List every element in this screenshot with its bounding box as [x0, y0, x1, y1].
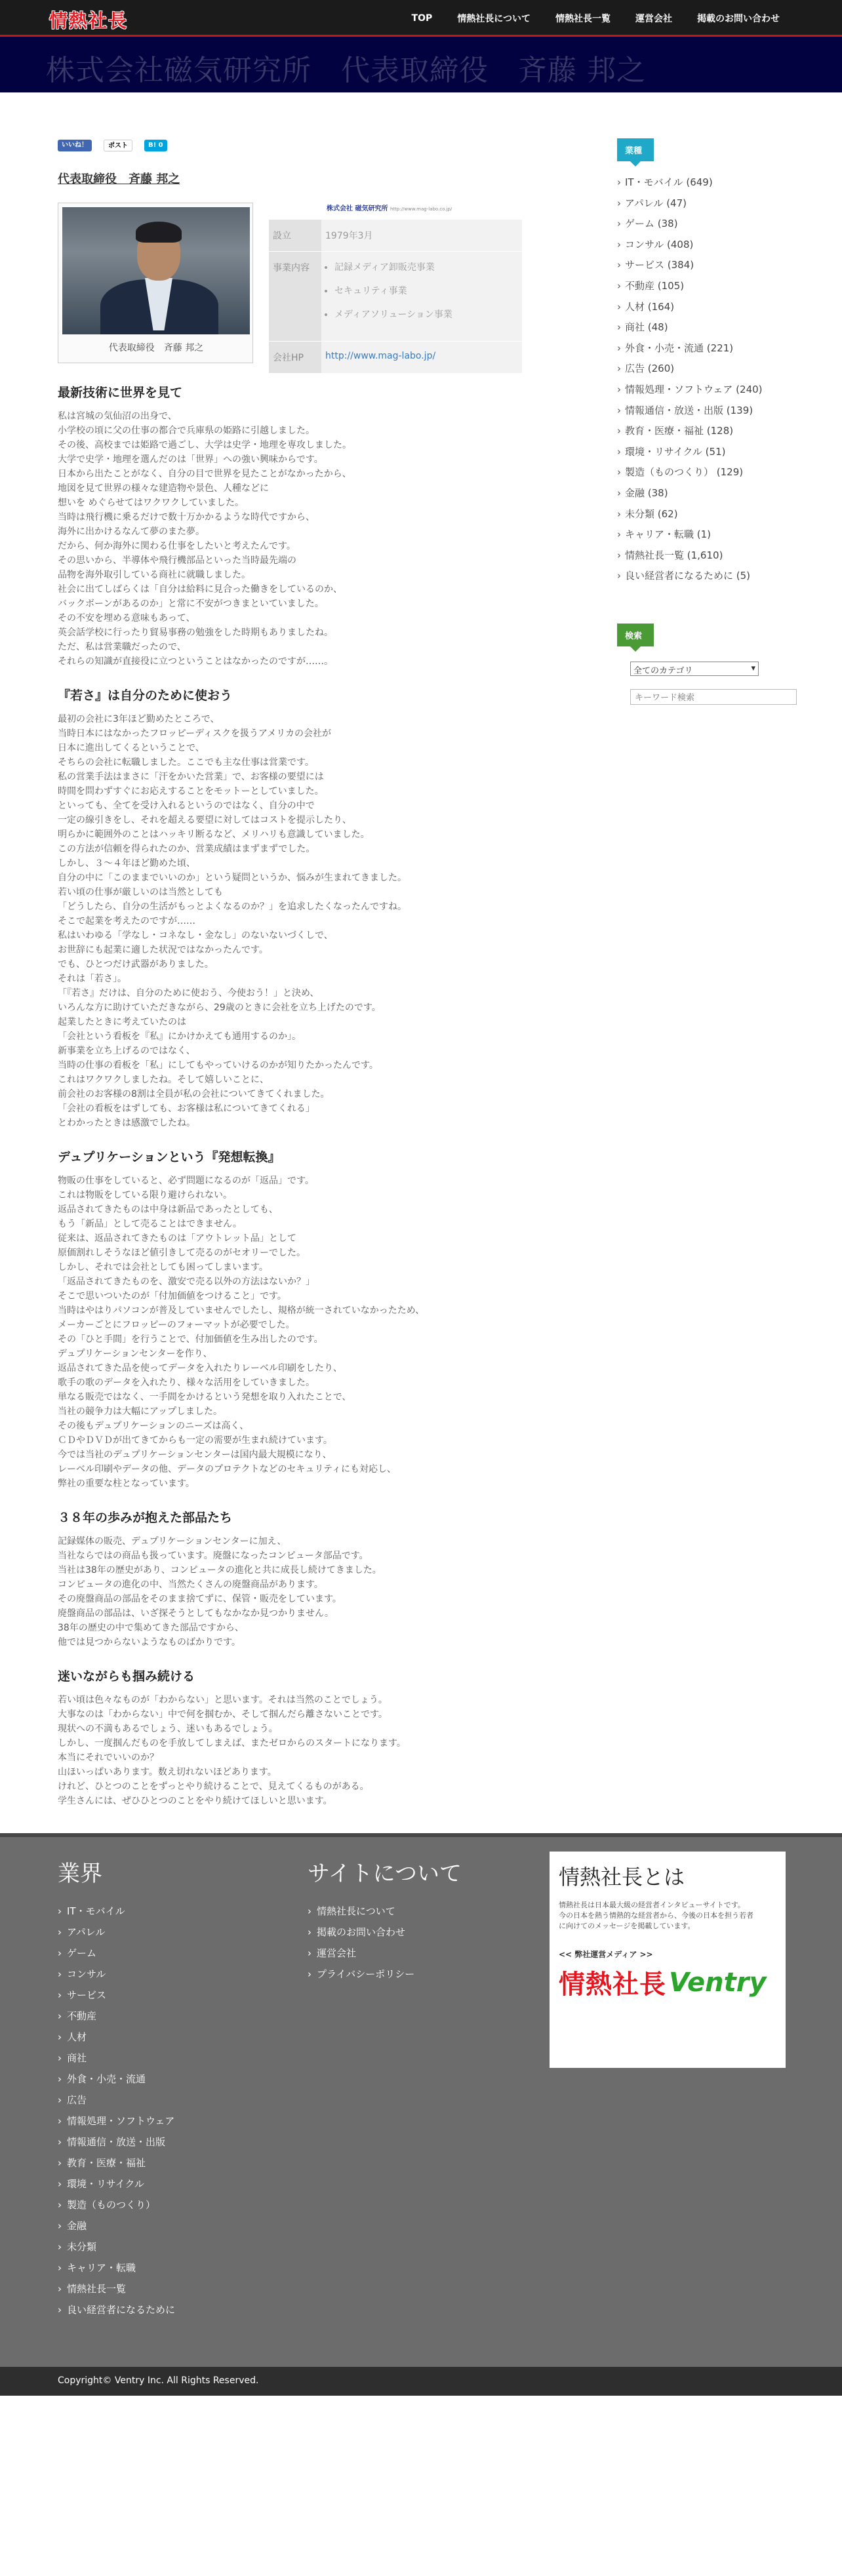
nav-item-president-list[interactable]: 情熱社長一覧: [555, 14, 611, 24]
category-item[interactable]: › 教育・医療・福祉 (128): [617, 421, 763, 442]
category-item[interactable]: › 情報通信・放送・出版 (139): [617, 401, 763, 422]
footer-link[interactable]: › 教育・医療・福祉: [58, 2152, 175, 2173]
category-item[interactable]: › 外食・小売・流通 (221): [617, 338, 763, 359]
footer-link[interactable]: › 環境・リサイクル: [58, 2173, 175, 2194]
about-text: 情熱社長は日本最大級の経営者インタビューサイトです。 今の日本を熱う情熱的な経営者から、今後の日本を担う若者 に向けてのメッセージを掲載しています。: [559, 1901, 753, 1930]
page-banner: [0, 37, 842, 92]
info-row-homepage: [269, 342, 522, 374]
category-item[interactable]: › 商社 (48): [617, 317, 763, 338]
footer-industry-title: 業界: [58, 1861, 102, 1887]
category-select[interactable]: [630, 662, 759, 676]
section-heading: 迷いながらも掴み続ける: [58, 1669, 195, 1684]
business-item: • 記録メディア卸販売事業: [334, 261, 518, 274]
info-key: 事業内容: [269, 252, 321, 342]
info-row-business: [269, 252, 522, 342]
info-value: [321, 252, 522, 342]
section-body: 記録媒体の販売、デュプリケーションセンターに加え、 当社ならではの商品も扱っています。廃盤になったコンピュータ部品です。 当社は38年の歴史があり、コンピュータの進化と共に成長し続けてきました。 コンピュータの進化の中、当然たくさんの廃盤商品があります。 その廃盤商品の部品をそのまま捨てずに、保管・販売をしています。 廃盤商品の部品は、いざ探そうとしてもなかなか見つかりません。 38年の歴史の中で集めてきた部品ですから、 他では見つからないようなものばかりです。: [58, 1536, 382, 1648]
nav-item-company[interactable]: 運営会社: [635, 14, 672, 24]
section-body: 物販の仕事をしていると、必ず問題になるのが「返品」です。 これは物販をしている限り避けられない。 返品されてきたものは中身は新品であったとしても、 もう「新品」として売ることはできません。 従来は、返品されてきたものは「アウトレット品」として 原価割れしそうなほど値引きして売るのがセオリーでした。 しかし、それでは会社としても困ってしまいます。 「返品されてきたものを、激安で売る以外の方法はないか？」 そこで思いついたのが「付加価値をつけること」です。 当時はやはりパソコンが普及していませんでしたし、規格が統一されていなかったため、 メーカーごとにフロッピーのフォーマットが必要でした。 その「ひと手間」を行うことで、付加価値を生み出したのです。 デュプリケーションセンターを作り、 返品されてきた品を使ってデータを入れたりレーベル印刷をしたり、 歌手の歌のデータを入れたり、様々な活用をしていきました。 単なる販売ではなく、一手間をかけるという発想を取り入れたことで、 当社の競争力は大幅にアップしました。 その後もデュプリケーションのニーズは高く、 ＣＤやＤＶＤが出てきてからも一定の需要が生まれ続けています。 今では当社のデュプリケーションセンターは国内最大規模になり、 レーベル印刷やデータの他、データのプロテクトなどのセキュリティにも対応し、 弊社の重要な柱となっています。: [58, 1176, 425, 1489]
footer-link[interactable]: › 人材: [58, 2027, 175, 2048]
category-select-value: 全てのカテゴリ: [633, 666, 693, 676]
section-heading: 最新技術に世界を見て: [58, 386, 183, 400]
footer-link[interactable]: › 外食・小売・流通: [58, 2069, 175, 2090]
footer-link[interactable]: › IT・モバイル: [58, 1901, 175, 1922]
business-list: [325, 261, 518, 321]
category-item[interactable]: › ゲーム (38): [617, 214, 763, 235]
footer-link[interactable]: › アパレル: [58, 1922, 175, 1943]
page-title: 代表取締役 斉藤 邦之: [58, 172, 180, 186]
info-key: 設立: [269, 220, 321, 252]
about-media-label: << 弊社運営メディア >>: [559, 1950, 653, 1959]
footer-link[interactable]: › 掲載のお問い合わせ: [308, 1922, 462, 1943]
footer-link[interactable]: › 情熱社長について: [308, 1901, 462, 1922]
facebook-like-button[interactable]: いいね！: [58, 140, 92, 151]
content-area: [0, 92, 842, 1833]
photo-caption: 代表取締役 斉藤 邦之: [108, 343, 204, 353]
category-item[interactable]: › 良い経営者になるために (5): [617, 566, 763, 587]
nav-item-about[interactable]: 情熱社長について: [457, 14, 531, 24]
interview-article: [58, 384, 523, 1827]
footer-link[interactable]: › 運営会社: [308, 1943, 462, 1964]
section-heading: ３８年の歩みが抱えた部品たち: [58, 1511, 233, 1525]
footer-link[interactable]: › プライバシーポリシー: [308, 1964, 462, 1985]
footer-about-box: [550, 1852, 786, 2068]
category-widget-title: 業種: [617, 138, 654, 161]
ventry-logo[interactable]: Ventry: [669, 1967, 767, 1998]
company-logo-text: 株式会社 磁気研究所: [327, 205, 388, 212]
jounetsu-logo[interactable]: 情熱社長: [559, 1970, 666, 2000]
footer-industry-column: [58, 1855, 175, 2320]
company-logo-url: http://www.mag-labo.co.jp/: [390, 207, 452, 212]
category-item[interactable]: › 情熱社長一覧 (1,610): [617, 545, 763, 566]
category-item[interactable]: › 金融 (38): [617, 483, 763, 504]
main-menu: [387, 0, 780, 37]
copyright-text: Copyright© Ventry Inc. All Rights Reserved.: [58, 2375, 259, 2386]
about-title: 情熱社長とは: [559, 1865, 685, 1890]
profile-photo-box: [58, 203, 253, 363]
category-item[interactable]: › 不動産 (105): [617, 276, 763, 297]
footer-site-column: [308, 1855, 462, 1985]
company-logo: [327, 203, 452, 212]
keyword-search-input[interactable]: [630, 689, 797, 705]
footer-site-list: [308, 1901, 462, 1985]
footer-link[interactable]: › サービス: [58, 1985, 175, 2006]
category-item[interactable]: › IT・モバイル (649): [617, 172, 763, 193]
category-item[interactable]: › 情報処理・ソフトウェア (240): [617, 380, 763, 401]
info-value: 1979年3月: [321, 220, 522, 252]
media-logos: [559, 1964, 776, 2001]
chevron-down-icon: ▾: [751, 664, 755, 673]
nav-item-contact[interactable]: 掲載のお問い合わせ: [697, 14, 780, 24]
info-row-founded: [269, 220, 522, 252]
footer-link[interactable]: › ゲーム: [58, 1943, 175, 1964]
business-item: • メディアソリューション事業: [334, 308, 518, 321]
site-footer: [0, 1833, 842, 2367]
banner-title: 株式会社磁気研究所 代表取締役 斉藤 邦之: [46, 54, 646, 87]
section-body: 私は宮城の気仙沼の出身で、 小学校の頃に父の仕事の都合で兵庫県の姫路に引越しました。 その後、高校までは姫路で過ごし、大学は史学・地理を専攻しました。 大学で史学・地理を選んだのは「世界」への強い興味からです。 日本から出たことがなく、自分の目で世界を見たことがなかったから、 地図を見て世界の様々な建造物や景色、人種などに 想いを めぐらせてはワクワクしていました。 当時は飛行機に乗るだけで数十万かかるような時代ですから、 海外に出かけるなんて夢のまた夢。 だから、何か海外に関わる仕事をしたいと考えたんです。 その思いから、半導体や飛行機部品といった当時最先端の 品物を海外取引している商社に就職しました。 社会に出てしばらくは「自分は給料に見合った働きをしているのか、 バックボーンがあるのか」と常に不安がつきまといていました。 その不安を埋める意味もあって、 英会話学校に行ったり貿易事務の勉強をした時期もありましたね。 ただ、私は営業職だったので、 それらの知識が直接役に立つということはなかったのですが……。: [58, 411, 351, 667]
hatena-bookmark-button[interactable]: B! 0: [144, 140, 167, 151]
footer-link[interactable]: › 情熱社長一覧: [58, 2278, 175, 2299]
category-item[interactable]: › 広告 (260): [617, 359, 763, 380]
company-homepage-link[interactable]: http://www.mag-labo.jp/: [325, 351, 436, 361]
footer-link[interactable]: › 広告: [58, 2090, 175, 2110]
footer-link[interactable]: › 情報処理・ソフトウェア: [58, 2110, 175, 2131]
footer-industry-list: [58, 1901, 175, 2320]
footer-link[interactable]: › 未分類: [58, 2236, 175, 2257]
category-item[interactable]: › キャリア・転職 (1): [617, 525, 763, 545]
section-heading: 『若さ』は自分のために使おう: [58, 688, 233, 703]
photo-hair-shape: [136, 222, 182, 243]
section-heading: デュプリケーションという『発想転換』: [58, 1150, 281, 1164]
footer-site-title: サイトについて: [308, 1861, 462, 1887]
footer-link[interactable]: › コンサル: [58, 1964, 175, 1985]
footer-link[interactable]: › キャリア・転職: [58, 2257, 175, 2278]
footer-area: [0, 1833, 842, 2576]
copyright-bar: [0, 2367, 842, 2396]
info-value: [321, 342, 522, 374]
top-navbar: [0, 0, 842, 37]
category-list: [617, 172, 763, 587]
company-info-table: [269, 219, 522, 373]
footer-link[interactable]: › 商社: [58, 2048, 175, 2069]
category-item[interactable]: › サービス (384): [617, 255, 763, 276]
footer-link[interactable]: › 情報通信・放送・出版: [58, 2131, 175, 2152]
category-item[interactable]: › 製造（ものつくり） (129): [617, 462, 763, 483]
footer-link[interactable]: › 良い経営者になるために: [58, 2299, 175, 2320]
business-item: • セキュリティ事業: [334, 285, 518, 298]
category-item[interactable]: › 人材 (164): [617, 297, 763, 318]
info-key: 会社HP: [269, 342, 321, 374]
site-logo[interactable]: 情熱社長: [49, 10, 129, 31]
nav-item-top[interactable]: TOP: [411, 13, 433, 24]
category-item[interactable]: › 未分類 (62): [617, 504, 763, 525]
category-item[interactable]: › コンサル (408): [617, 235, 763, 256]
footer-link[interactable]: › 金融: [58, 2215, 175, 2236]
search-widget-title: 検索: [617, 624, 654, 646]
section-body: 若い頃は色々なものが「わからない」と思います。それは当然のことでしょう。 大事なのは「わからない」中で何を掴むか、そして掴んだら離さないことです。 現状への不満もあるでしょう、迷いもあるでしょう。 しかし、一度掴んだものを手放してしまえば、またゼロからのスタートになります。 本当にそれでいいのか？ 山ほいっぱいあります。数え切れないほどあります。 けれど、ひとつのことをずっとやり続けることで、見えてくるものがある。 学生さんには、ぜひひとつのことをやり続けてほしいと思います。: [58, 1695, 406, 1806]
category-item[interactable]: › アパレル (47): [617, 193, 763, 214]
president-photo: [62, 207, 250, 334]
category-item[interactable]: › 環境・リサイクル (51): [617, 442, 763, 463]
section-body: 最初の会社に3年ほど勤めたところで、 当時日本にはなかったフロッピーディスクを扱うアメリカの会社が 日本に進出してくるということで、 そちらの会社に転職しました。ここでも主な仕事は営業です。 私の営業手法はまさに「汗をかいた営業」で、お客様の要望には 時間を問わずすぐにお応えすることをモットーとしていました。 といっても、全てを受け入れるというのではなく、自分の中で 一定の線引きをし、それを超える要望に対してはコストを提示したり、 明らかに範囲外のことはハッキリ断るなど、メリハリも意識していました。 この方法が信頼を得られたのか、営業成績はまずまずでした。 しかし、３〜４年ほど勤めた頃、 自分の中に「このままでいいのか」という疑問というか、悩みが生まれてきました。 若い頃の仕事が厳しいのは当然としても 「どうしたら、自分の生活がもっとよくなるのか？」を追求したくなったんですね。 そこで起業を考えたのですが…… 私はいわゆる「学なし・コネなし・金なし」のないないづくしで、 お世辞にも起業に適した状況ではなかったんです。 でも、ひとつだけ武器がありました。 それは「若さ」。 「『若さ』だけは、自分のために使おう、今使おう！」と決め、 いろんな方に助けていただきながら、29歳のときに会社を立ち上げたのです。 起業したときに考えていたのは 「会社という看板を『私』にかけかえても通用するのか」。 新事業を立ち上げるのではなく、 当時の仕事の看板を「私」にしてもやっていけるのかが知りたかったんです。 これはワクワクしましたね。そして嬉しいことに、 前会社のお客様の8割は全員が私の会社についてきてくれました。 「会社の看板をはずしても、お客様は私についてきてくれる」 とわかったときは感激でしたね。: [58, 714, 407, 1128]
x-post-button[interactable]: ポスト: [104, 140, 132, 151]
footer-link[interactable]: › 不動産: [58, 2006, 175, 2027]
social-buttons: [58, 140, 179, 151]
footer-link[interactable]: › 製造（ものつくり）: [58, 2194, 175, 2215]
